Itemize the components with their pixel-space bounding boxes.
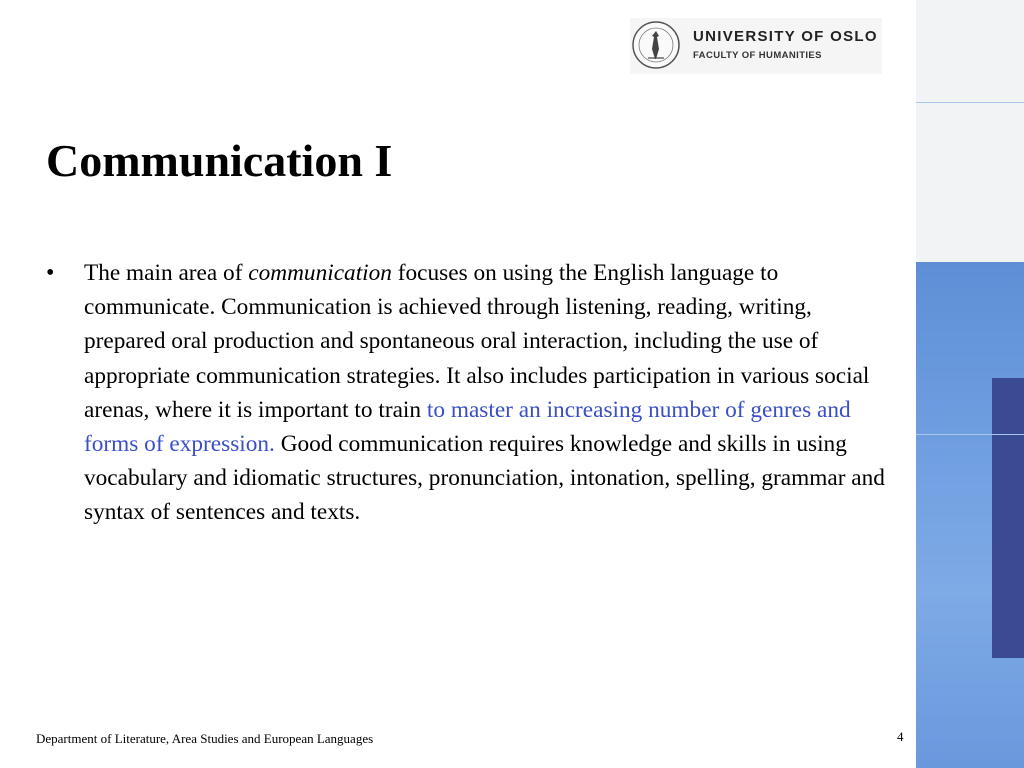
bullet-point: •: [46, 260, 55, 286]
faculty-name: FACULTY OF HUMANITIES: [693, 50, 822, 61]
side-band-divider-line: [916, 434, 1024, 435]
university-seal-icon: [631, 20, 681, 70]
paragraph-text: The main area of: [84, 260, 249, 286]
emphasized-term: communication: [248, 260, 392, 286]
side-band-divider-line: [916, 102, 1024, 103]
bullet-paragraph: [84, 256, 896, 530]
footer-department: Department of Literature, Area Studies and European Languages: [36, 731, 374, 746]
side-band-dark-bar: [992, 378, 1024, 658]
paragraph-text: Good communication requires knowledge and skills in using vocabulary and idiomatic structures, pronunciation, intonation, spelling, grammar and syntax of sentences and texts.: [84, 431, 885, 526]
slide-title: Communication I: [46, 135, 393, 186]
paragraph-text: focuses on using the English language to communicate. Communication is achieved through listening, reading, writing, prepared oral production and spontaneous oral interaction, including the use of appropriate communication strategies. It also includes participation in various social arenas, where it is important to train: [84, 260, 870, 423]
slide-content: [46, 256, 896, 530]
university-name: UNIVERSITY OF OSLO: [693, 28, 878, 45]
highlighted-phrase: to master an increasing number of genres and forms of expression.: [84, 396, 851, 458]
page-number: 4: [897, 729, 904, 744]
side-band-upper: [916, 0, 1024, 262]
decorative-side-band: [916, 0, 1024, 768]
